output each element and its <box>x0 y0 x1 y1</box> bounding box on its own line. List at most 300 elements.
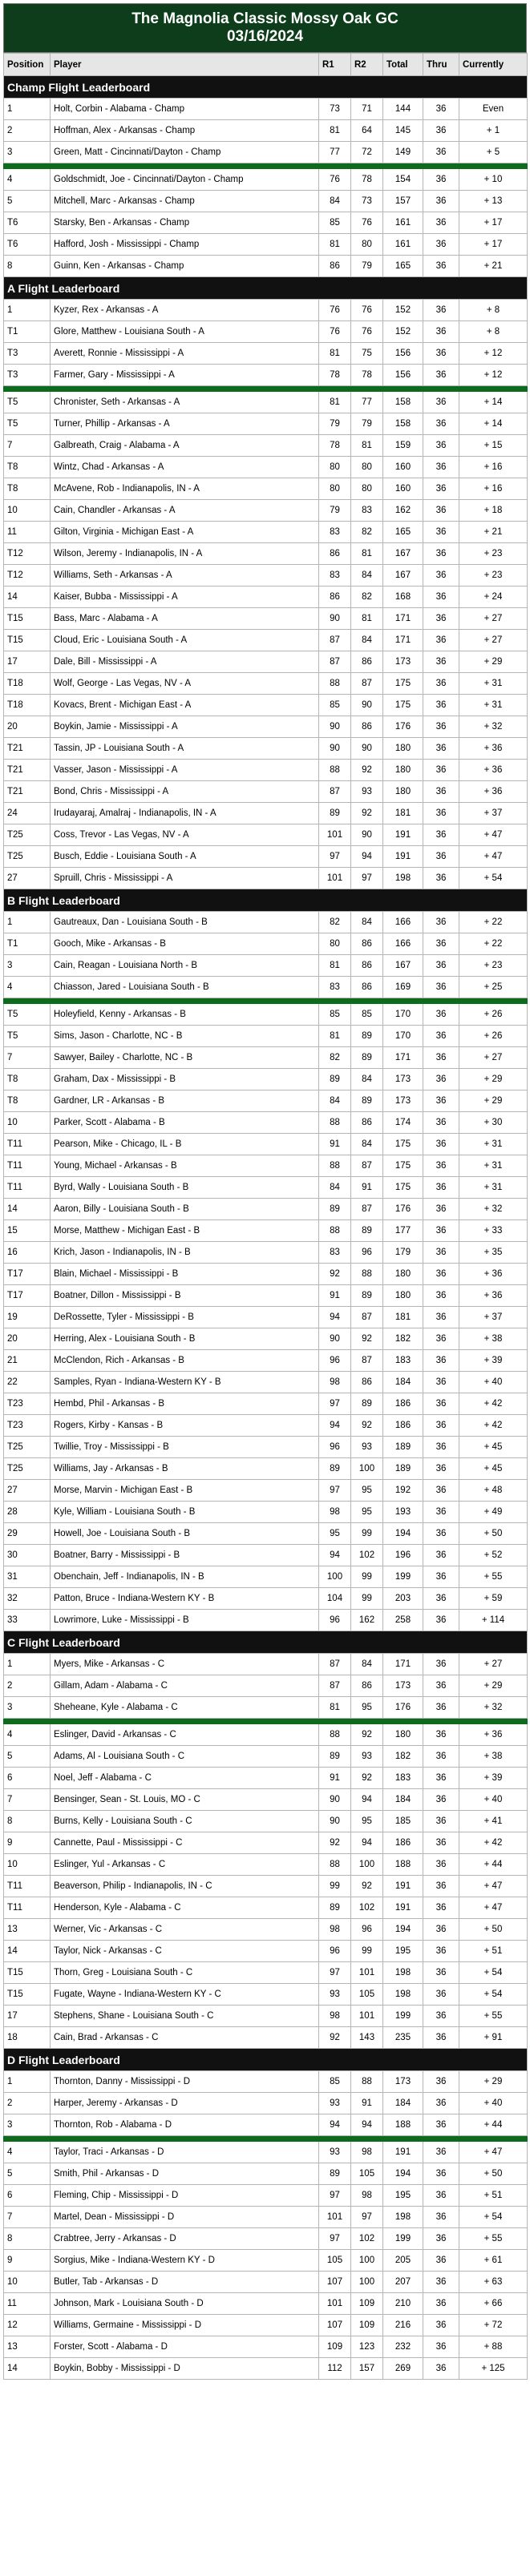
cell-player: Cannette, Paul - Mississippi - C <box>51 1832 319 1854</box>
cell-r2: 89 <box>351 1285 383 1307</box>
cell-player: Morse, Marvin - Michigan East - B <box>51 1480 319 1502</box>
table-row <box>4 1675 528 1697</box>
cell-currently: + 22 <box>459 933 528 955</box>
cell-thru: 36 <box>423 1372 459 1393</box>
cell-total: 154 <box>383 169 423 191</box>
cell-player: Obenchain, Jeff - Indianapolis, IN - B <box>51 1566 319 1588</box>
cell-total: 176 <box>383 1697 423 1719</box>
table-row <box>4 435 528 457</box>
cell-total: 169 <box>383 977 423 998</box>
cell-r1: 98 <box>319 1372 351 1393</box>
cell-currently: + 32 <box>459 1697 528 1719</box>
divider-bar <box>4 2136 528 2142</box>
cell-thru: 36 <box>423 1610 459 1631</box>
cell-r2: 100 <box>351 2272 383 2293</box>
cell-total: 175 <box>383 1155 423 1177</box>
cell-r1: 83 <box>319 977 351 998</box>
cell-player: Thornton, Rob - Alabama - D <box>51 2114 319 2136</box>
cell-r2: 99 <box>351 1566 383 1588</box>
cell-thru: 36 <box>423 413 459 435</box>
table-row <box>4 2027 528 2049</box>
cell-r2: 89 <box>351 1220 383 1242</box>
cell-player: Starsky, Ben - Arkansas - Champ <box>51 212 319 234</box>
cell-position: 7 <box>4 2207 51 2228</box>
cell-currently: + 44 <box>459 2114 528 2136</box>
cell-position: T3 <box>4 365 51 386</box>
cell-total: 188 <box>383 1854 423 1876</box>
cell-total: 184 <box>383 1789 423 1811</box>
cell-r2: 80 <box>351 234 383 256</box>
cell-total: 160 <box>383 478 423 500</box>
cell-position: T5 <box>4 392 51 413</box>
cell-thru: 36 <box>423 608 459 630</box>
cell-thru: 36 <box>423 2027 459 2049</box>
cell-total: 152 <box>383 321 423 343</box>
cell-r1: 80 <box>319 933 351 955</box>
cell-r2: 87 <box>351 1350 383 1372</box>
table-row <box>4 1199 528 1220</box>
cell-r1: 85 <box>319 212 351 234</box>
cell-player: Aaron, Billy - Louisiana South - B <box>51 1199 319 1220</box>
cell-thru: 36 <box>423 365 459 386</box>
cell-position: T3 <box>4 343 51 365</box>
cell-r2: 99 <box>351 1588 383 1610</box>
cell-thru: 36 <box>423 1789 459 1811</box>
cell-r2: 88 <box>351 1264 383 1285</box>
cell-player: Herring, Alex - Louisiana South - B <box>51 1328 319 1350</box>
cell-thru: 36 <box>423 1984 459 2006</box>
cell-position: T12 <box>4 565 51 587</box>
cell-currently: + 36 <box>459 1285 528 1307</box>
table-row <box>4 2006 528 2027</box>
cell-currently: + 50 <box>459 2163 528 2185</box>
cell-player: Patton, Bruce - Indiana-Western KY - B <box>51 1588 319 1610</box>
cell-currently: + 51 <box>459 1941 528 1962</box>
table-row <box>4 803 528 824</box>
cell-player: Wintz, Chad - Arkansas - A <box>51 457 319 478</box>
cell-currently: + 47 <box>459 2142 528 2163</box>
table-row <box>4 365 528 386</box>
table-row <box>4 392 528 413</box>
cell-r2: 102 <box>351 1897 383 1919</box>
cell-r2: 105 <box>351 2163 383 2185</box>
cell-currently: + 40 <box>459 1372 528 1393</box>
cell-player: Williams, Seth - Arkansas - A <box>51 565 319 587</box>
cell-r2: 89 <box>351 1026 383 1047</box>
cell-r2: 86 <box>351 651 383 673</box>
cell-r1: 90 <box>319 1328 351 1350</box>
flight-section-header <box>4 76 528 99</box>
cell-currently: + 26 <box>459 1026 528 1047</box>
cell-currently: + 41 <box>459 1811 528 1832</box>
cell-position: 4 <box>4 1724 51 1746</box>
cell-r1: 76 <box>319 169 351 191</box>
cell-total: 161 <box>383 212 423 234</box>
cell-r1: 95 <box>319 1523 351 1545</box>
cell-r2: 92 <box>351 1876 383 1897</box>
table-row <box>4 2142 528 2163</box>
table-row <box>4 413 528 435</box>
cell-r1: 104 <box>319 1588 351 1610</box>
cell-player: Adams, Al - Louisiana South - C <box>51 1746 319 1768</box>
cell-player: McAvene, Rob - Indianapolis, IN - A <box>51 478 319 500</box>
cell-player: Dale, Bill - Mississippi - A <box>51 651 319 673</box>
cell-player: Sorgius, Mike - Indiana-Western KY - D <box>51 2250 319 2272</box>
cell-total: 193 <box>383 1502 423 1523</box>
cell-position: T21 <box>4 738 51 760</box>
cell-position: 6 <box>4 2185 51 2207</box>
cell-r2: 100 <box>351 1458 383 1480</box>
cell-r2: 94 <box>351 2114 383 2136</box>
cell-currently: + 27 <box>459 608 528 630</box>
cell-r1: 87 <box>319 651 351 673</box>
cell-total: 159 <box>383 435 423 457</box>
cell-currently: + 36 <box>459 1264 528 1285</box>
cell-r1: 92 <box>319 1832 351 1854</box>
cell-r2: 90 <box>351 695 383 716</box>
table-row <box>4 1832 528 1854</box>
cell-player: Busch, Eddie - Louisiana South - A <box>51 846 319 868</box>
cell-total: 216 <box>383 2315 423 2336</box>
cell-r1: 85 <box>319 695 351 716</box>
table-row <box>4 1264 528 1285</box>
cell-position: 1 <box>4 300 51 321</box>
table-row <box>4 1502 528 1523</box>
cell-position: 10 <box>4 500 51 522</box>
table-row <box>4 2093 528 2114</box>
table-row <box>4 695 528 716</box>
cell-r1: 91 <box>319 1134 351 1155</box>
cell-position: T11 <box>4 1177 51 1199</box>
cell-r2: 80 <box>351 457 383 478</box>
cell-r1: 84 <box>319 1090 351 1112</box>
cell-position: 24 <box>4 803 51 824</box>
cell-player: Bass, Marc - Alabama - A <box>51 608 319 630</box>
cell-position: T25 <box>4 1437 51 1458</box>
cell-r2: 92 <box>351 1328 383 1350</box>
cell-r1: 97 <box>319 1480 351 1502</box>
cell-total: 181 <box>383 1307 423 1328</box>
cell-player: Harper, Jeremy - Arkansas - D <box>51 2093 319 2114</box>
cell-currently: + 51 <box>459 2185 528 2207</box>
table-row <box>4 120 528 142</box>
cell-r1: 87 <box>319 630 351 651</box>
cell-total: 194 <box>383 1919 423 1941</box>
cell-player: Fleming, Chip - Mississippi - D <box>51 2185 319 2207</box>
cell-r2: 94 <box>351 1789 383 1811</box>
cell-player: Guinn, Ken - Arkansas - Champ <box>51 256 319 277</box>
cell-thru: 36 <box>423 868 459 889</box>
cell-r1: 94 <box>319 1415 351 1437</box>
cell-currently: + 16 <box>459 478 528 500</box>
cell-r2: 98 <box>351 2185 383 2207</box>
cell-player: Graham, Dax - Mississippi - B <box>51 1069 319 1090</box>
table-row <box>4 191 528 212</box>
table-row <box>4 2114 528 2136</box>
cell-player: Tassin, JP - Louisiana South - A <box>51 738 319 760</box>
cell-position: 13 <box>4 2336 51 2358</box>
table-row <box>4 1876 528 1897</box>
cell-thru: 36 <box>423 2272 459 2293</box>
table-row <box>4 478 528 500</box>
cell-position: 8 <box>4 2228 51 2250</box>
cell-currently: + 27 <box>459 630 528 651</box>
cell-total: 182 <box>383 1328 423 1350</box>
cell-r2: 76 <box>351 300 383 321</box>
cell-position: T21 <box>4 760 51 781</box>
cell-total: 186 <box>383 1415 423 1437</box>
table-row <box>4 1811 528 1832</box>
cell-r1: 94 <box>319 2114 351 2136</box>
cell-currently: + 25 <box>459 977 528 998</box>
cell-thru: 36 <box>423 803 459 824</box>
cell-r1: 76 <box>319 321 351 343</box>
cell-position: 1 <box>4 1654 51 1675</box>
cell-r1: 89 <box>319 1199 351 1220</box>
cell-currently: + 18 <box>459 500 528 522</box>
cell-r2: 80 <box>351 478 383 500</box>
cell-r1: 94 <box>319 1545 351 1566</box>
cell-player: Blain, Michael - Mississippi - B <box>51 1264 319 1285</box>
cell-r2: 109 <box>351 2315 383 2336</box>
cell-currently: + 39 <box>459 1350 528 1372</box>
cell-position: T5 <box>4 413 51 435</box>
cell-total: 179 <box>383 1242 423 1264</box>
cell-total: 145 <box>383 120 423 142</box>
table-row <box>4 824 528 846</box>
table-row <box>4 543 528 565</box>
table-row <box>4 2315 528 2336</box>
cell-currently: + 40 <box>459 1789 528 1811</box>
table-row <box>4 651 528 673</box>
cell-position: 14 <box>4 1941 51 1962</box>
cell-position: 5 <box>4 2163 51 2185</box>
table-row <box>4 1654 528 1675</box>
cell-r1: 101 <box>319 868 351 889</box>
cell-r1: 76 <box>319 300 351 321</box>
table-row <box>4 846 528 868</box>
cell-player: Hembd, Phil - Arkansas - B <box>51 1393 319 1415</box>
divider-bar <box>4 1719 528 1724</box>
table-row <box>4 1155 528 1177</box>
cell-thru: 36 <box>423 1026 459 1047</box>
table-row <box>4 300 528 321</box>
cell-position: 27 <box>4 868 51 889</box>
cell-total: 191 <box>383 824 423 846</box>
cell-currently: + 14 <box>459 392 528 413</box>
cell-player: Rogers, Kirby - Kansas - B <box>51 1415 319 1437</box>
cell-r1: 87 <box>319 1654 351 1675</box>
cell-player: Gardner, LR - Arkansas - B <box>51 1090 319 1112</box>
cell-currently: + 10 <box>459 169 528 191</box>
cell-position: 33 <box>4 1610 51 1631</box>
cell-currently: + 5 <box>459 142 528 163</box>
cell-total: 188 <box>383 2114 423 2136</box>
cell-currently: + 54 <box>459 1984 528 2006</box>
cell-r1: 91 <box>319 1285 351 1307</box>
cell-r1: 84 <box>319 1177 351 1199</box>
cell-total: 195 <box>383 1941 423 1962</box>
cell-position: T25 <box>4 846 51 868</box>
cell-player: Bensinger, Sean - St. Louis, MO - C <box>51 1789 319 1811</box>
cell-total: 170 <box>383 1026 423 1047</box>
cell-currently: + 47 <box>459 1897 528 1919</box>
top-finishers-divider <box>4 163 528 169</box>
cell-total: 207 <box>383 2272 423 2293</box>
cell-currently: + 31 <box>459 695 528 716</box>
cell-position: 11 <box>4 2293 51 2315</box>
flight-section-header <box>4 2049 528 2071</box>
cell-player: Glore, Matthew - Louisiana South - A <box>51 321 319 343</box>
cell-total: 180 <box>383 1285 423 1307</box>
cell-r2: 143 <box>351 2027 383 2049</box>
cell-player: Kovacs, Brent - Michigan East - A <box>51 695 319 716</box>
cell-position: T6 <box>4 234 51 256</box>
cell-total: 235 <box>383 2027 423 2049</box>
cell-r1: 89 <box>319 1458 351 1480</box>
cell-total: 171 <box>383 1654 423 1675</box>
table-row <box>4 1437 528 1458</box>
header-thru: Thru <box>423 54 459 76</box>
cell-currently: + 29 <box>459 1090 528 1112</box>
cell-currently: + 29 <box>459 1675 528 1697</box>
cell-thru: 36 <box>423 760 459 781</box>
cell-thru: 36 <box>423 1675 459 1697</box>
cell-r1: 98 <box>319 1502 351 1523</box>
cell-position: T25 <box>4 1458 51 1480</box>
cell-currently: + 55 <box>459 2006 528 2027</box>
cell-r2: 84 <box>351 565 383 587</box>
cell-thru: 36 <box>423 2071 459 2093</box>
cell-player: Cain, Brad - Arkansas - C <box>51 2027 319 2049</box>
flight-section-header <box>4 1631 528 1654</box>
cell-r1: 98 <box>319 1919 351 1941</box>
cell-player: Boatner, Dillon - Mississippi - B <box>51 1285 319 1307</box>
cell-position: T15 <box>4 630 51 651</box>
cell-r1: 84 <box>319 191 351 212</box>
flight-name: B Flight Leaderboard <box>4 889 528 912</box>
table-row <box>4 1746 528 1768</box>
cell-r1: 86 <box>319 543 351 565</box>
cell-currently: + 12 <box>459 365 528 386</box>
cell-total: 167 <box>383 955 423 977</box>
cell-currently: + 36 <box>459 760 528 781</box>
cell-total: 199 <box>383 2228 423 2250</box>
table-row <box>4 1724 528 1746</box>
cell-r1: 87 <box>319 781 351 803</box>
cell-r2: 92 <box>351 803 383 824</box>
cell-position: 28 <box>4 1502 51 1523</box>
leaderboard-page <box>3 0 527 2380</box>
cell-currently: + 29 <box>459 1069 528 1090</box>
cell-r2: 99 <box>351 1523 383 1545</box>
cell-thru: 36 <box>423 256 459 277</box>
cell-position: T6 <box>4 212 51 234</box>
cell-position: 11 <box>4 522 51 543</box>
cell-position: 15 <box>4 1220 51 1242</box>
cell-r2: 95 <box>351 1480 383 1502</box>
flight-name: C Flight Leaderboard <box>4 1631 528 1654</box>
cell-r1: 78 <box>319 365 351 386</box>
cell-total: 258 <box>383 1610 423 1631</box>
cell-position: T8 <box>4 478 51 500</box>
cell-total: 157 <box>383 191 423 212</box>
cell-r1: 81 <box>319 392 351 413</box>
cell-r2: 162 <box>351 1610 383 1631</box>
cell-r1: 90 <box>319 1789 351 1811</box>
cell-player: Holt, Corbin - Alabama - Champ <box>51 99 319 120</box>
cell-player: Cain, Chandler - Arkansas - A <box>51 500 319 522</box>
cell-total: 181 <box>383 803 423 824</box>
cell-total: 203 <box>383 1588 423 1610</box>
cell-total: 173 <box>383 651 423 673</box>
cell-position: T15 <box>4 608 51 630</box>
cell-player: Burns, Kelly - Louisiana South - C <box>51 1811 319 1832</box>
cell-currently: + 52 <box>459 1545 528 1566</box>
cell-position: 14 <box>4 587 51 608</box>
cell-r1: 79 <box>319 413 351 435</box>
cell-r1: 89 <box>319 1746 351 1768</box>
cell-currently: + 31 <box>459 673 528 695</box>
table-row <box>4 1588 528 1610</box>
cell-currently: + 59 <box>459 1588 528 1610</box>
cell-r2: 64 <box>351 120 383 142</box>
cell-thru: 36 <box>423 673 459 695</box>
cell-r2: 79 <box>351 256 383 277</box>
cell-currently: + 17 <box>459 212 528 234</box>
cell-thru: 36 <box>423 1134 459 1155</box>
cell-currently: + 54 <box>459 1962 528 1984</box>
cell-r1: 93 <box>319 2093 351 2114</box>
cell-position: 9 <box>4 1832 51 1854</box>
cell-thru: 36 <box>423 1654 459 1675</box>
cell-currently: + 42 <box>459 1393 528 1415</box>
cell-thru: 36 <box>423 955 459 977</box>
table-row <box>4 343 528 365</box>
cell-position: 7 <box>4 435 51 457</box>
table-row <box>4 2336 528 2358</box>
cell-player: Coss, Trevor - Las Vegas, NV - A <box>51 824 319 846</box>
cell-total: 191 <box>383 1897 423 1919</box>
cell-player: Krich, Jason - Indianapolis, IN - B <box>51 1242 319 1264</box>
table-row <box>4 738 528 760</box>
cell-position: 2 <box>4 1675 51 1697</box>
cell-total: 166 <box>383 933 423 955</box>
cell-thru: 36 <box>423 1962 459 1984</box>
cell-r2: 91 <box>351 2093 383 2114</box>
cell-r1: 81 <box>319 1697 351 1719</box>
cell-total: 189 <box>383 1437 423 1458</box>
table-row <box>4 522 528 543</box>
table-row <box>4 1962 528 1984</box>
cell-r2: 99 <box>351 1941 383 1962</box>
table-row <box>4 1415 528 1437</box>
cell-position: 18 <box>4 2027 51 2049</box>
cell-currently: + 30 <box>459 1112 528 1134</box>
cell-position: 14 <box>4 1199 51 1220</box>
cell-currently: + 36 <box>459 781 528 803</box>
cell-position: 12 <box>4 2315 51 2336</box>
cell-r2: 71 <box>351 99 383 120</box>
cell-currently: + 47 <box>459 1876 528 1897</box>
cell-position: T17 <box>4 1285 51 1307</box>
cell-r1: 93 <box>319 2142 351 2163</box>
cell-r1: 82 <box>319 1047 351 1069</box>
table-row <box>4 1480 528 1502</box>
cell-thru: 36 <box>423 1112 459 1134</box>
cell-r1: 81 <box>319 120 351 142</box>
table-row <box>4 868 528 889</box>
